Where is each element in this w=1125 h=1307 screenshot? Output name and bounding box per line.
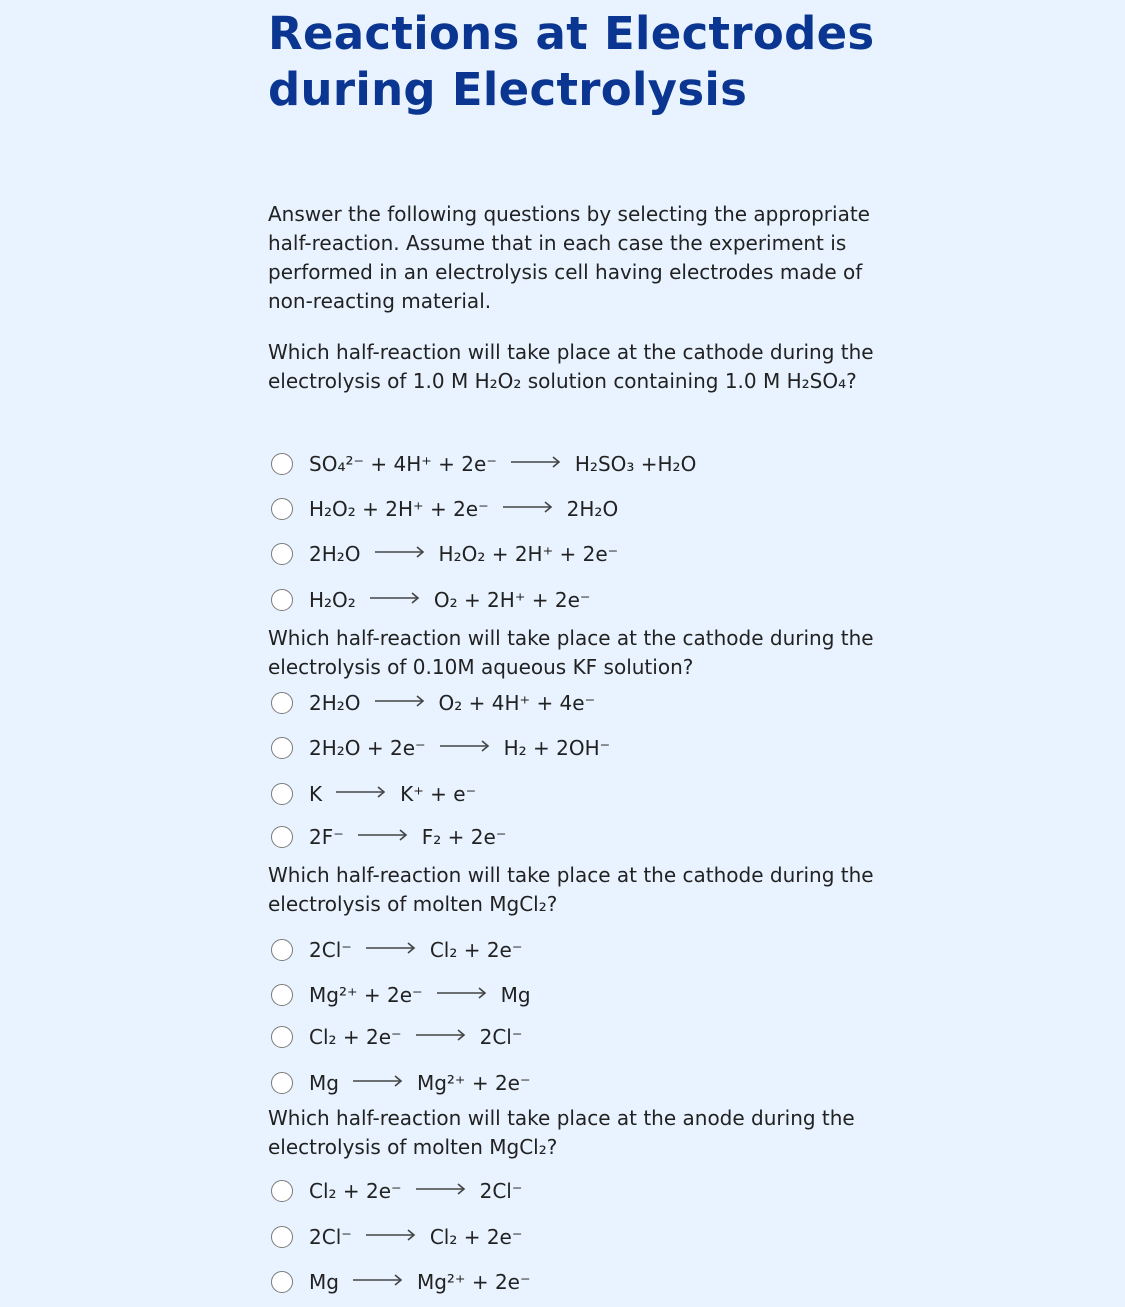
products: Cl₂ + 2e⁻ — [429, 938, 523, 962]
reactants: Cl₂ + 2e⁻ — [309, 1025, 402, 1049]
radio-button[interactable] — [271, 737, 293, 759]
question-2-option-3[interactable] — [271, 779, 476, 809]
products: K⁺ + e⁻ — [400, 782, 477, 806]
question-1-text: Which half-reaction will take place at the cathode during the electrolysis of 1.0 M H₂O₂ solution containing 1.0 M H₂SO₄? — [268, 340, 874, 393]
question-1-option-1[interactable] — [271, 449, 696, 479]
title-line-1: Reactions at Electrodes — [268, 7, 875, 60]
question-3-option-4[interactable] — [271, 1068, 531, 1098]
radio-button[interactable] — [271, 783, 293, 805]
reaction-arrow-icon — [366, 942, 416, 954]
products: F₂ + 2e⁻ — [421, 825, 507, 849]
radio-button[interactable] — [271, 543, 293, 565]
radio-button[interactable] — [271, 1072, 293, 1094]
question-3-option-3[interactable] — [271, 1022, 522, 1052]
reaction-arrow-icon — [353, 1274, 403, 1286]
reactants: 2H₂O + 2e⁻ — [309, 736, 426, 760]
question-4-text: Which half-reaction will take place at the anode during the electrolysis of molten MgCl₂? — [268, 1106, 855, 1159]
radio-button[interactable] — [271, 984, 293, 1006]
reaction-arrow-icon — [358, 829, 408, 841]
reaction-arrow-icon — [353, 1075, 403, 1087]
products: 2Cl⁻ — [479, 1025, 523, 1049]
reactants: H₂O₂ — [309, 588, 356, 612]
reaction-arrow-icon — [511, 456, 561, 468]
radio-button[interactable] — [271, 939, 293, 961]
reactants: 2H₂O — [309, 542, 361, 566]
radio-button[interactable] — [271, 498, 293, 520]
question-2-option-4[interactable] — [271, 822, 506, 852]
reaction-arrow-icon — [503, 501, 553, 513]
reaction-arrow-icon — [366, 1229, 416, 1241]
reaction-arrow-icon — [336, 786, 386, 798]
products: Mg²⁺ + 2e⁻ — [416, 1071, 531, 1095]
products: Mg²⁺ + 2e⁻ — [416, 1270, 531, 1294]
reactants: Cl₂ + 2e⁻ — [309, 1179, 402, 1203]
reactants: Mg — [309, 1270, 339, 1294]
products: 2H₂O — [566, 497, 619, 521]
page-title — [268, 6, 875, 118]
question-2-text: Which half-reaction will take place at the cathode during the electrolysis of 0.10M aqueous KF solution? — [268, 626, 874, 679]
reactants: 2Cl⁻ — [309, 938, 352, 962]
question-4-option-3[interactable] — [271, 1267, 531, 1297]
reaction-arrow-icon — [416, 1029, 466, 1041]
question-3-text: Which half-reaction will take place at the cathode during the electrolysis of molten MgCl₂? — [268, 863, 874, 916]
reactants: Mg²⁺ + 2e⁻ — [309, 983, 423, 1007]
reactants: 2Cl⁻ — [309, 1225, 352, 1249]
reactants: SO₄²⁻ + 4H⁺ + 2e⁻ — [309, 452, 497, 476]
question-4-option-1[interactable] — [271, 1176, 522, 1206]
reaction-arrow-icon — [375, 546, 425, 558]
products: H₂ + 2OH⁻ — [503, 736, 611, 760]
question-1-option-2[interactable] — [271, 494, 618, 524]
radio-button[interactable] — [271, 826, 293, 848]
reactants: 2F⁻ — [309, 825, 344, 849]
title-line-2: during Electrolysis — [268, 63, 748, 116]
question-3-option-1[interactable] — [271, 935, 522, 965]
reaction-arrow-icon — [375, 695, 425, 707]
question-2-option-2[interactable] — [271, 733, 610, 763]
reaction-arrow-icon — [416, 1183, 466, 1195]
products: O₂ + 4H⁺ + 4e⁻ — [438, 691, 596, 715]
radio-button[interactable] — [271, 589, 293, 611]
products: H₂SO₃ +H₂O — [574, 452, 697, 476]
reaction-arrow-icon — [370, 592, 420, 604]
question-1-option-4[interactable] — [271, 585, 590, 615]
products: O₂ + 2H⁺ + 2e⁻ — [433, 588, 591, 612]
radio-button[interactable] — [271, 1271, 293, 1293]
products: 2Cl⁻ — [479, 1179, 523, 1203]
reactants: Mg — [309, 1071, 339, 1095]
radio-button[interactable] — [271, 1226, 293, 1248]
radio-button[interactable] — [271, 1026, 293, 1048]
reaction-arrow-icon — [440, 740, 490, 752]
products: Mg — [500, 983, 531, 1007]
radio-button[interactable] — [271, 692, 293, 714]
reactants: 2H₂O — [309, 691, 361, 715]
instructions: Answer the following questions by selecting the appropriate half-reaction. Assume that in each case the experiment is performed in an electrolysis cell having electrodes made of non-reacting material. — [268, 202, 870, 313]
reaction-arrow-icon — [437, 987, 487, 999]
question-1-option-3[interactable] — [271, 539, 618, 569]
products: H₂O₂ + 2H⁺ + 2e⁻ — [438, 542, 619, 566]
radio-button[interactable] — [271, 1180, 293, 1202]
radio-button[interactable] — [271, 453, 293, 475]
question-3-option-2[interactable] — [271, 980, 531, 1010]
reactants: H₂O₂ + 2H⁺ + 2e⁻ — [309, 497, 489, 521]
question-4-option-2[interactable] — [271, 1222, 522, 1252]
question-2-option-1[interactable] — [271, 688, 595, 718]
products: Cl₂ + 2e⁻ — [429, 1225, 523, 1249]
reactants: K — [309, 782, 323, 806]
